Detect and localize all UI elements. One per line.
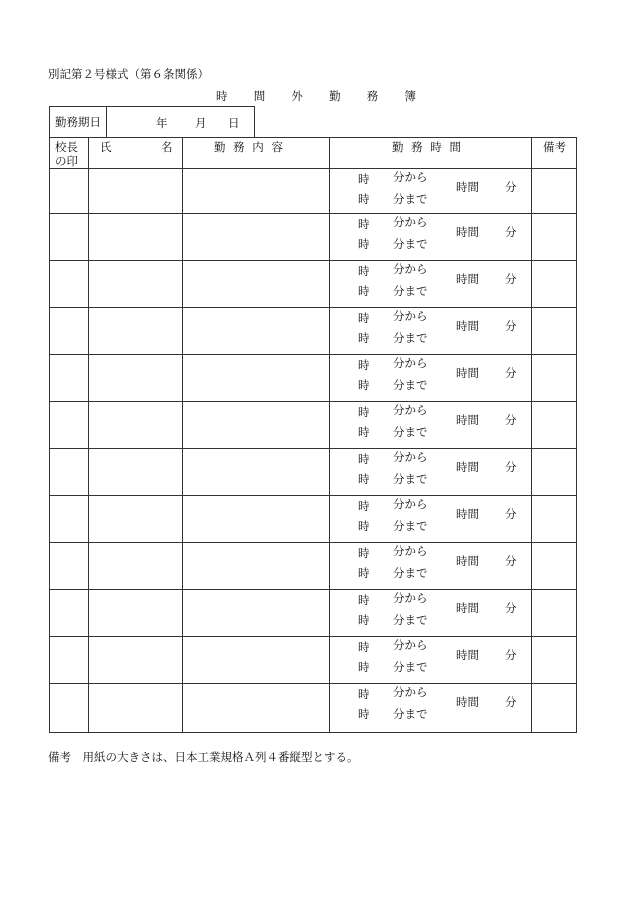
name-cell <box>89 402 183 449</box>
name-cell <box>89 496 183 543</box>
hours-unit: 時間 <box>456 366 479 380</box>
time-cell <box>330 637 532 684</box>
table-row <box>50 261 577 308</box>
remarks-cell <box>532 543 577 590</box>
seal-cell <box>50 449 89 496</box>
content-cell <box>183 308 330 355</box>
hours-unit: 時間 <box>456 648 479 662</box>
minutes-unit: 分 <box>505 272 517 286</box>
content-cell <box>183 684 330 733</box>
until-label: 分まで <box>393 378 428 392</box>
time-cell <box>330 402 532 449</box>
start-hour-unit: 時 <box>358 217 370 231</box>
remarks-cell <box>532 684 577 733</box>
overtime-log-table <box>49 137 577 733</box>
title-char: 務 <box>366 89 379 103</box>
until-label: 分まで <box>393 707 428 721</box>
title-char: 勤 <box>329 89 341 103</box>
table-row <box>50 355 577 402</box>
from-label: 分から <box>393 685 428 699</box>
document-title <box>216 88 416 104</box>
end-hour-unit: 時 <box>358 566 370 580</box>
hours-unit: 時間 <box>456 180 479 194</box>
name-cell <box>89 543 183 590</box>
time-cell <box>330 169 532 214</box>
until-label: 分まで <box>393 331 428 345</box>
table-row <box>50 214 577 261</box>
start-hour-unit: 時 <box>358 640 370 654</box>
table-row <box>50 590 577 637</box>
remarks-cell <box>532 308 577 355</box>
title-char: 外 <box>291 89 303 103</box>
time-cell <box>330 543 532 590</box>
end-hour-unit: 時 <box>358 192 370 206</box>
from-label: 分から <box>393 450 428 464</box>
seal-cell <box>50 169 89 214</box>
until-label: 分まで <box>393 660 428 674</box>
hours-unit: 時間 <box>456 554 479 568</box>
title-char: 時 <box>216 89 228 103</box>
from-label: 分から <box>393 497 428 511</box>
end-hour-unit: 時 <box>358 425 370 439</box>
time-header-label: 勤 務 時 間 <box>392 140 463 154</box>
until-label: 分まで <box>393 613 428 627</box>
remarks-cell <box>532 402 577 449</box>
table-header-row <box>50 138 577 169</box>
end-hour-unit: 時 <box>358 378 370 392</box>
minutes-unit: 分 <box>505 225 517 239</box>
content-cell <box>183 355 330 402</box>
time-cell <box>330 214 532 261</box>
hours-unit: 時間 <box>456 695 479 709</box>
remarks-cell <box>532 355 577 402</box>
end-hour-unit: 時 <box>358 284 370 298</box>
name-header-family: 氏 <box>100 140 112 154</box>
hours-unit: 時間 <box>456 507 479 521</box>
time-cell <box>330 590 532 637</box>
until-label: 分まで <box>393 192 428 206</box>
end-hour-unit: 時 <box>358 707 370 721</box>
from-label: 分から <box>393 262 428 276</box>
start-hour-unit: 時 <box>358 546 370 560</box>
table-row <box>50 308 577 355</box>
content-header-label: 勤 務 内 容 <box>214 140 285 154</box>
day-unit: 日 <box>228 116 240 130</box>
name-cell <box>89 355 183 402</box>
remarks-header-label: 備考 <box>543 140 566 154</box>
name-header-given: 名 <box>161 140 173 154</box>
hours-unit: 時間 <box>456 319 479 333</box>
until-label: 分まで <box>393 284 428 298</box>
year-unit: 年 <box>156 116 168 130</box>
minutes-unit: 分 <box>505 507 517 521</box>
start-hour-unit: 時 <box>358 593 370 607</box>
minutes-unit: 分 <box>505 366 517 380</box>
name-cell <box>89 169 183 214</box>
seal-cell <box>50 496 89 543</box>
content-cell <box>183 169 330 214</box>
start-hour-unit: 時 <box>358 452 370 466</box>
table-row <box>50 449 577 496</box>
time-cell <box>330 496 532 543</box>
name-cell <box>89 449 183 496</box>
from-label: 分から <box>393 356 428 370</box>
remarks-cell <box>532 214 577 261</box>
until-label: 分まで <box>393 472 428 486</box>
name-cell <box>89 261 183 308</box>
content-cell <box>183 214 330 261</box>
content-cell <box>183 402 330 449</box>
start-hour-unit: 時 <box>358 405 370 419</box>
time-cell <box>330 355 532 402</box>
minutes-unit: 分 <box>505 695 517 709</box>
until-label: 分まで <box>393 237 428 251</box>
hours-unit: 時間 <box>456 601 479 615</box>
until-label: 分まで <box>393 425 428 439</box>
start-hour-unit: 時 <box>358 358 370 372</box>
hours-unit: 時間 <box>456 225 479 239</box>
table-row <box>50 684 577 733</box>
time-cell <box>330 684 532 733</box>
name-cell <box>89 214 183 261</box>
content-cell <box>183 261 330 308</box>
seal-header-line2: の印 <box>55 154 78 168</box>
from-label: 分から <box>393 403 428 417</box>
seal-cell <box>50 308 89 355</box>
start-hour-unit: 時 <box>358 311 370 325</box>
time-cell <box>330 449 532 496</box>
minutes-unit: 分 <box>505 648 517 662</box>
start-hour-unit: 時 <box>358 172 370 186</box>
until-label: 分まで <box>393 519 428 533</box>
start-hour-unit: 時 <box>358 264 370 278</box>
from-label: 分から <box>393 591 428 605</box>
hours-unit: 時間 <box>456 413 479 427</box>
name-cell <box>89 684 183 733</box>
remarks-cell <box>532 590 577 637</box>
from-label: 分から <box>393 638 428 652</box>
seal-cell <box>50 684 89 733</box>
minutes-unit: 分 <box>505 460 517 474</box>
end-hour-unit: 時 <box>358 237 370 251</box>
content-cell <box>183 543 330 590</box>
end-hour-unit: 時 <box>358 331 370 345</box>
from-label: 分から <box>393 170 428 184</box>
work-date-box <box>49 106 255 138</box>
time-header <box>330 138 532 169</box>
minutes-unit: 分 <box>505 601 517 615</box>
work-date-label: 勤務期日 <box>50 107 107 137</box>
table-row <box>50 543 577 590</box>
time-cell <box>330 261 532 308</box>
hours-unit: 時間 <box>456 460 479 474</box>
remarks-cell <box>532 261 577 308</box>
from-label: 分から <box>393 309 428 323</box>
start-hour-unit: 時 <box>358 687 370 701</box>
footnote: 備考 用紙の大きさは、日本工業規格Ａ列４番縦型とする。 <box>48 750 359 764</box>
seal-cell <box>50 590 89 637</box>
remarks-cell <box>532 449 577 496</box>
end-hour-unit: 時 <box>358 613 370 627</box>
content-cell <box>183 496 330 543</box>
remarks-cell <box>532 637 577 684</box>
title-char: 間 <box>253 89 266 103</box>
minutes-unit: 分 <box>505 319 517 333</box>
seal-header-line1: 校長 <box>55 140 78 154</box>
seal-header <box>50 138 89 169</box>
from-label: 分から <box>393 215 428 229</box>
table-row <box>50 637 577 684</box>
end-hour-unit: 時 <box>358 660 370 674</box>
minutes-unit: 分 <box>505 180 517 194</box>
seal-cell <box>50 402 89 449</box>
table-row <box>50 169 577 214</box>
name-cell <box>89 590 183 637</box>
minutes-unit: 分 <box>505 413 517 427</box>
remarks-cell <box>532 169 577 214</box>
remarks-cell <box>532 496 577 543</box>
content-cell <box>183 637 330 684</box>
table-row <box>50 496 577 543</box>
month-unit: 月 <box>195 116 207 130</box>
hours-unit: 時間 <box>456 272 479 286</box>
title-char: 簿 <box>404 89 416 103</box>
end-hour-unit: 時 <box>358 519 370 533</box>
seal-cell <box>50 637 89 684</box>
form-number-label: 別記第２号様式（第６条関係） <box>48 67 209 81</box>
seal-cell <box>50 214 89 261</box>
name-cell <box>89 637 183 684</box>
seal-cell <box>50 355 89 402</box>
minutes-unit: 分 <box>505 554 517 568</box>
until-label: 分まで <box>393 566 428 580</box>
name-header <box>89 138 183 169</box>
content-cell <box>183 449 330 496</box>
table-row <box>50 402 577 449</box>
end-hour-unit: 時 <box>358 472 370 486</box>
from-label: 分から <box>393 544 428 558</box>
content-cell <box>183 590 330 637</box>
seal-cell <box>50 543 89 590</box>
seal-cell <box>50 261 89 308</box>
name-cell <box>89 308 183 355</box>
time-cell <box>330 308 532 355</box>
content-header <box>183 138 330 169</box>
remarks-header <box>532 138 577 169</box>
start-hour-unit: 時 <box>358 499 370 513</box>
